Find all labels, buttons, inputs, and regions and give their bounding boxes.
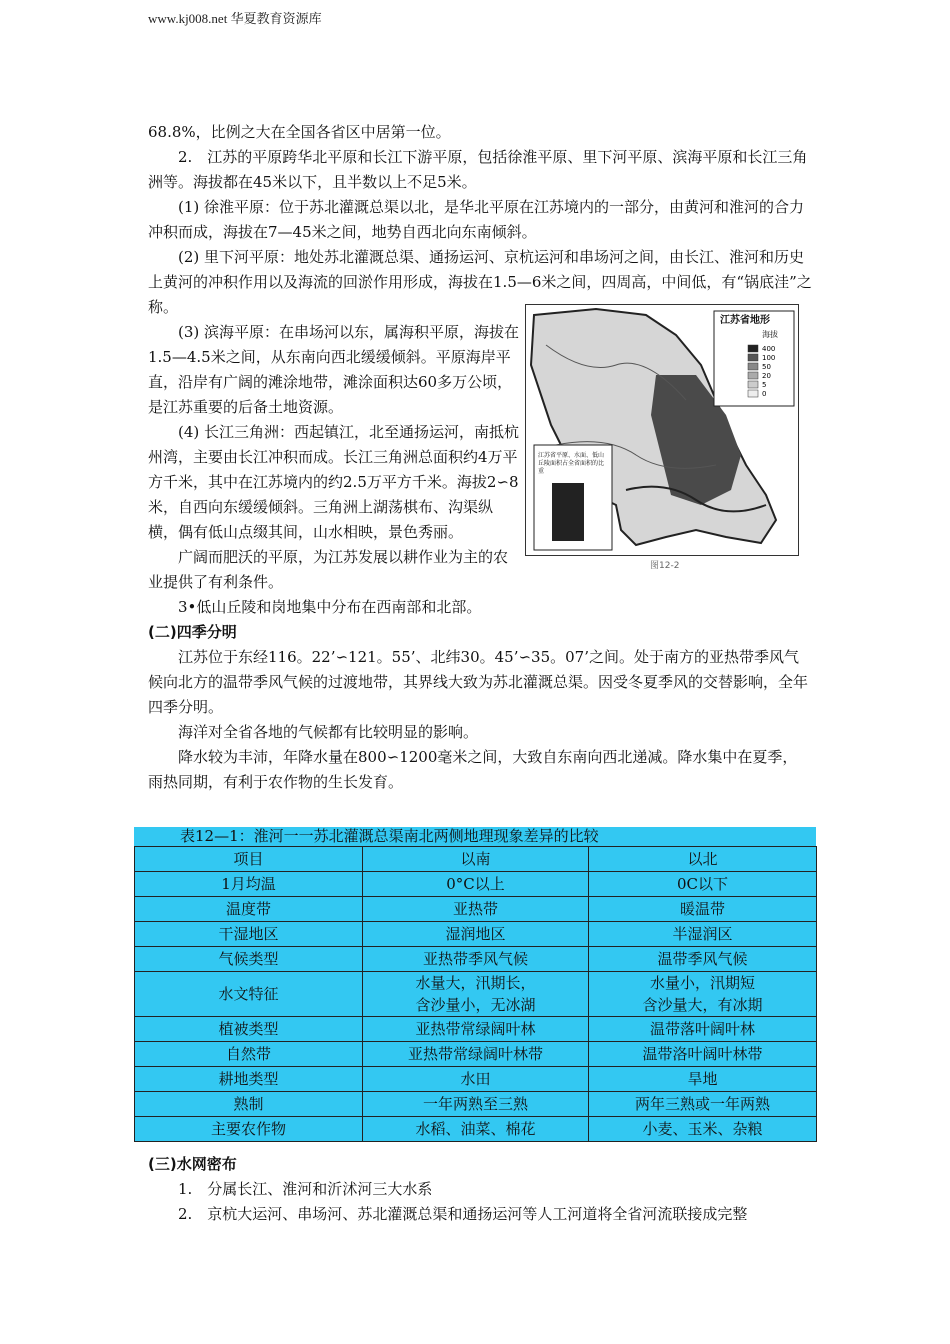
table-row <box>135 1092 817 1117</box>
paragraph-ratio: 68.8%，比例之大在全国各省区中居第一位。 <box>148 123 451 141</box>
table-row <box>135 922 817 947</box>
legend-swatch <box>748 381 758 388</box>
site-header: www.kj008.net 华夏教育资源库 <box>148 11 322 26</box>
inset-bar <box>552 483 584 541</box>
paragraph-agriculture: 广阔而肥沃的平原，为江苏发展以耕作业为主的农业提供了有利条件。 <box>148 548 509 591</box>
cell-item: 耕地类型 <box>135 1067 363 1092</box>
terrain-map-figure <box>525 304 799 556</box>
paragraph-xuhuai: (1) 徐淮平原：位于苏北灌溉总渠以北，是华北平原在江苏境内的一部分，由黄河和淮河的合力冲积而成，海拔在7—45米之间，地势自西北向东南倾斜。 <box>148 198 805 241</box>
cell-item: 干湿地区 <box>135 922 363 947</box>
cell-south: 亚热带常绿阔叶林带 <box>363 1042 589 1067</box>
inset-text: 江苏省平原、水面、低山丘陵面积占全省面积的比重 <box>538 452 605 475</box>
paragraph-river-systems: 1. 分属长江、淮河和沂沭河三大水系 <box>178 1180 433 1198</box>
cell-north: 温带落叶阔叶林 <box>589 1017 817 1042</box>
cell-south: 湿润地区 <box>363 922 589 947</box>
legend-value: 20 <box>762 372 771 380</box>
cell-south: 水量大，汛期长， 含沙量小，无冰湖 <box>363 972 589 1017</box>
table-row <box>135 972 817 1017</box>
cell-north: 0C以下 <box>589 872 817 897</box>
cell-item: 1月均温 <box>135 872 363 897</box>
paragraph-ocean: 海洋对全省各地的气候都有比较明显的影响。 <box>178 723 479 741</box>
cell-item: 主要农作物 <box>135 1117 363 1142</box>
table-header-row <box>135 847 817 872</box>
header-south: 以南 <box>363 847 589 872</box>
cell-south: 水稻、油菜、棉花 <box>363 1117 589 1142</box>
paragraph-binhai: (3) 滨海平原：在串场河以东，属海积平原，海拔在1.5—4.5米之间，从东南向西北缓缓倾斜。平原海岸平直，沿岸有广阔的滩涂地带，滩涂面积达60多万公顷，是江苏重要的后备土地资源。 <box>148 323 520 416</box>
cell-north: 暖温带 <box>589 897 817 922</box>
cell-south: 水田 <box>363 1067 589 1092</box>
cell-south: 亚热带常绿阔叶林 <box>363 1017 589 1042</box>
map-caption: 图12-2 <box>650 561 680 571</box>
cell-item: 自然带 <box>135 1042 363 1067</box>
table-row <box>135 947 817 972</box>
cell-item: 温度带 <box>135 897 363 922</box>
cell-north: 半湿润区 <box>589 922 817 947</box>
legend-swatch <box>748 345 758 352</box>
cell-north: 两年三熟或一年两熟 <box>589 1092 817 1117</box>
table-row <box>135 872 817 897</box>
paragraph-precipitation: 降水较为丰沛，年降水量在800∽1200毫米之间，大致自东南向西北递减。降水集中在夏季，雨热同期，有利于农作物的生长发育。 <box>148 748 798 791</box>
legend-swatch <box>748 354 758 361</box>
cell-north: 温带季风气候 <box>589 947 817 972</box>
paragraph-canals: 2. 京杭大运河、串场河、苏北灌溉总渠和通扬运河等人工河道将全省河流联接成完整 <box>178 1205 748 1223</box>
legend-swatch <box>748 390 758 397</box>
cell-north: 小麦、玉米、杂粮 <box>589 1117 817 1142</box>
legend-swatch <box>748 372 758 379</box>
header-north: 以北 <box>589 847 817 872</box>
cell-item: 植被类型 <box>135 1017 363 1042</box>
cell-south: 亚热带季风气候 <box>363 947 589 972</box>
legend-value: 50 <box>762 363 771 371</box>
cell-south: 一年两熟至三熟 <box>363 1092 589 1117</box>
cell-item: 熟制 <box>135 1092 363 1117</box>
water-section <box>148 1152 812 1227</box>
legend-value: 0 <box>762 390 767 398</box>
heading-water: (三)水网密布 <box>148 1155 237 1173</box>
cell-item: 水文特征 <box>135 972 363 1017</box>
paragraph-location: 江苏位于东经116。22’∽121。55’、北纬30。45’∽35。07’之间。处于南方的亚热带季风气候向北方的温带季风气候的过渡地带，其界线大致为苏北灌溉总渠。因受冬夏季风的交替影响，全年四季分明。 <box>148 648 809 716</box>
terrain-map <box>526 305 798 555</box>
paragraph-delta: (4) 长江三角洲：西起镇江，北至通扬运河，南抵杭州湾，主要由长江冲积而成。长江三角洲总面积约4万平方千米，其中在江苏境内的约2.5万平方千米。海拔2∽8米，自西向东缓缓倾斜。三角洲上湖荡棋布、沟渠纵横，偶有低山点缀其间，山水相映，景色秀丽。 <box>148 423 520 541</box>
table-row <box>135 1067 817 1092</box>
comparison-table-block <box>134 827 816 1142</box>
legend-value: 100 <box>762 354 776 362</box>
table-row <box>135 1017 817 1042</box>
table-row <box>135 1042 817 1067</box>
paragraph-plains: 2. 江苏的平原跨华北平原和长江下游平原，包括徐淮平原、里下河平原、滨海平原和长江三角洲等。海拔都在45米以下，且半数以上不足5米。 <box>148 148 808 191</box>
table-body <box>135 872 817 1142</box>
cell-north: 温带洛叶阔叶林带 <box>589 1042 817 1067</box>
legend-swatch <box>748 363 758 370</box>
legend-title: 海拔 <box>762 330 778 339</box>
table-row <box>135 1117 817 1142</box>
legend-value: 400 <box>762 345 776 353</box>
legend-value: 5 <box>762 381 767 389</box>
paragraph-lixiahe: (2) 里下河平原：地处苏北灌溉总渠、通扬运河、京杭运河和串场河之间，由长江、淮河和历史上黄河的冲积作用以及海流的回淤作用形成，海拔在1.5—6米之间，四周高，中间低，有“锅底洼”之称。 <box>148 248 812 316</box>
cell-south: 亚热带 <box>363 897 589 922</box>
cell-south: 0°C以上 <box>363 872 589 897</box>
header-item: 项目 <box>135 847 363 872</box>
map-title: 江苏省地形 <box>720 315 770 326</box>
comparison-table <box>134 846 817 1142</box>
cell-north: 旱地 <box>589 1067 817 1092</box>
table-row <box>135 897 817 922</box>
cell-north: 水量小，汛期短 含沙量大，有冰期 <box>589 972 817 1017</box>
heading-seasons: (二)四季分明 <box>148 623 237 641</box>
cell-item: 气候类型 <box>135 947 363 972</box>
paragraph-hills: 3•低山丘陵和岗地集中分布在西南部和北部。 <box>178 598 482 616</box>
table-caption: 表12—1：淮河一一苏北灌溉总渠南北两侧地理现象差异的比较 <box>180 827 599 845</box>
